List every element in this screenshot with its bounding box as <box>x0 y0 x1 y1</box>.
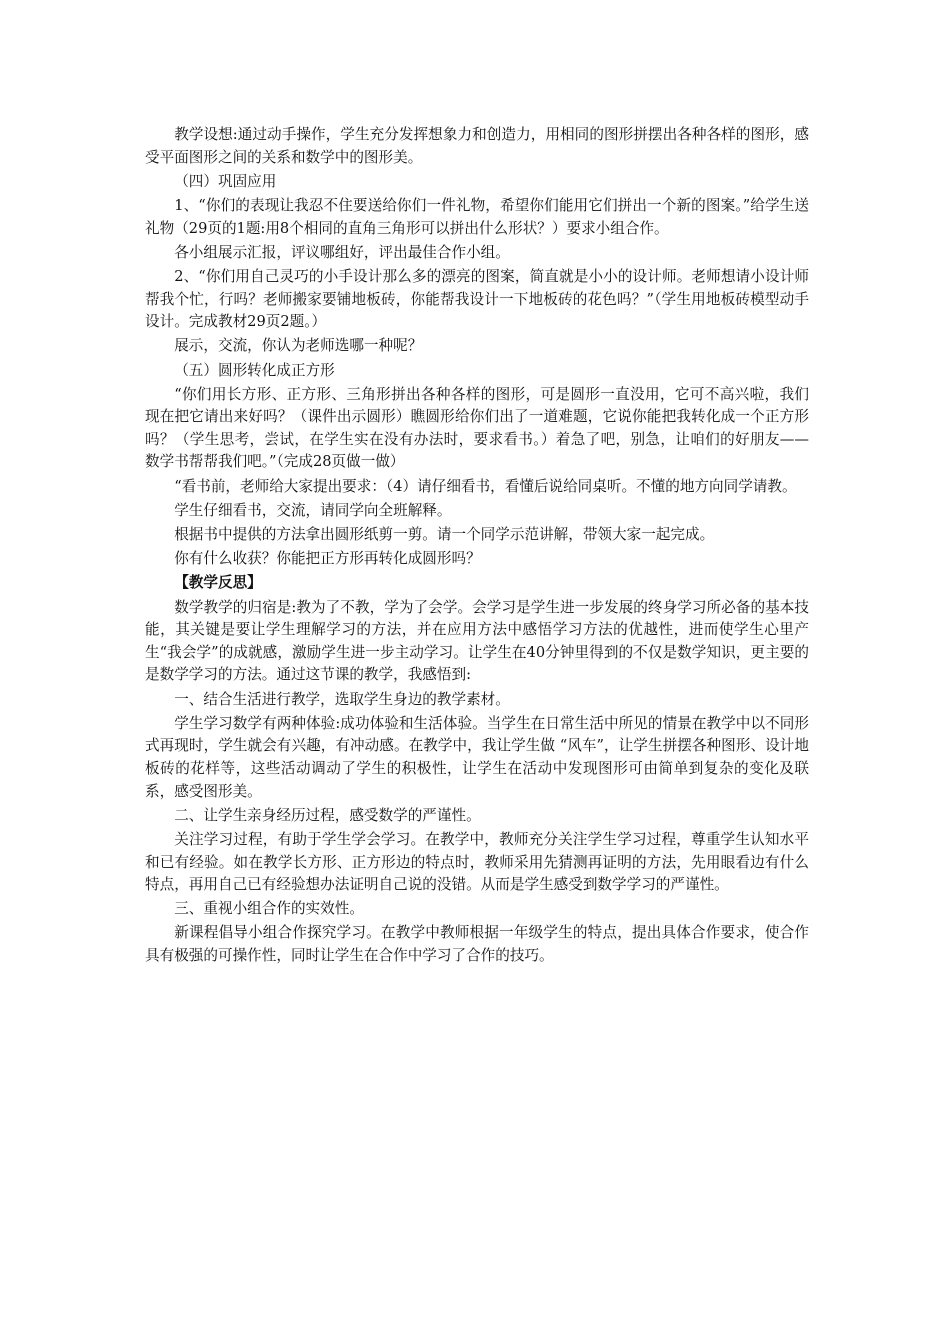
paragraph-floor-tile-design: 2、“你们用自己灵巧的小手设计那么多的漂亮的图案，简直就是小小的设计师。老师想请小设计师帮我个忙，行吗？老师搬家要铺地板砖，你能帮我设计一下地板砖的花色吗？”（学生用地板砖模型动手设计。完成教材29页2题。） <box>145 267 809 331</box>
section-heading-consolidation: （四）巩固应用 <box>174 172 277 190</box>
paragraph-point-one: 一、结合生活进行教学，选取学生身边的教学素材。 <box>174 690 510 708</box>
paragraph-point-one-detail: 学生学习数学有两种体验:成功体验和生活体验。当学生在日常生活中所见的情景在教学中以不同形式再现时，学生就会有兴趣，有冲动感。在教学中，我让学生做 “风车”，让学生拼摆各种图形、设计地板砖的花样等，这些活动调动了学生的积极性，让学生在活动中发现图形可由简单到复杂的变化及联系，感受图形美。 <box>145 714 809 800</box>
section-heading-reflection: 【教学反思】 <box>174 574 262 592</box>
paragraph-circle-problem: “你们用长方形、正方形、三角形拼出各种各样的图形，可是圆形一直没用，它可不高兴啦，我们现在把它请出来好吗？（课件出示圆形）瞧圆形给你们出了一道难题，它说你能把我转化成一个正方形吗？（学生思考，尝试，在学生实在没有办法时，要求看书。）着急了吧，别急，让咱们的好朋友——数学书帮帮我们吧。”（完成28页做一做） <box>145 385 809 471</box>
paragraph-teaching-idea: 教学设想:通过动手操作，学生充分发挥想象力和创造力，用相同的图形拼摆出各种各样的图形，感受平面图形之间的关系和数学中的图形美。 <box>145 126 809 166</box>
paragraph-group-report: 各小组展示汇报，评议哪组好，评出最佳合作小组。 <box>174 243 510 261</box>
paragraph-student-explain: 学生仔细看书，交流，请同学向全班解释。 <box>174 501 452 519</box>
paragraph-harvest-question: 你有什么收获？你能把正方形再转化成圆形吗？ <box>174 550 481 568</box>
paragraph-gift-activity: 1、“你们的表现让我忍不住要送给你们一件礼物，希望你们能用它们拼出一个新的图案。”给学生送礼物（29页的1题:用8个相同的直角三角形可以拼出什么形状？）要求小组合作。 <box>145 196 809 237</box>
document-body <box>145 124 809 969</box>
paragraph-point-three-detail: 新课程倡导小组合作探究学习。在教学中教师根据一年级学生的特点，提出具体合作要求，使合作具有极强的可操作性，同时让学生在合作中学习了合作的技巧。 <box>145 924 809 965</box>
paragraph-point-two: 二、让学生亲身经历过程，感受数学的严谨性。 <box>174 806 481 824</box>
paragraph-reflection-intro: 数学教学的归宿是:教为了不教，学为了会学。会学习是学生进一步发展的终身学习所必备的基本技能，其关键是要让学生理解学习的方法，并在应用方法中感悟学习方法的优越性，进而使学生心里产生“我会学”的成就感，激励学生进一步主动学习。让学生在40分钟里得到的不仅是数学知识，更主要的是数学学习的方法。通过这节课的教学，我感悟到: <box>145 598 809 684</box>
paragraph-reading-requirements: “看书前，老师给大家提出要求：（4）请仔细看书，看懂后说给同桌听。不懂的地方向同学请教。 <box>174 477 797 495</box>
section-heading-circle-to-square: （五）圆形转化成正方形 <box>174 361 335 379</box>
paragraph-show-exchange: 展示，交流，你认为老师选哪一种呢？ <box>174 337 423 355</box>
paragraph-point-three: 三、重视小组合作的实效性。 <box>174 900 364 918</box>
paragraph-point-two-detail: 关注学习过程，有助于学生学会学习。在教学中，教师充分关注学生学习过程，尊重学生认知水平和已有经验。如在教学长方形、正方形边的特点时，教师采用先猜测再证明的方法，先用眼看边有什么特点，再用自己已有经验想办法证明自己说的没错。从而是学生感受到数学学习的严谨性。 <box>145 830 809 894</box>
paragraph-cut-circle: 根据书中提供的方法拿出圆形纸剪一剪。请一个同学示范讲解，带领大家一起完成。 <box>174 526 715 544</box>
